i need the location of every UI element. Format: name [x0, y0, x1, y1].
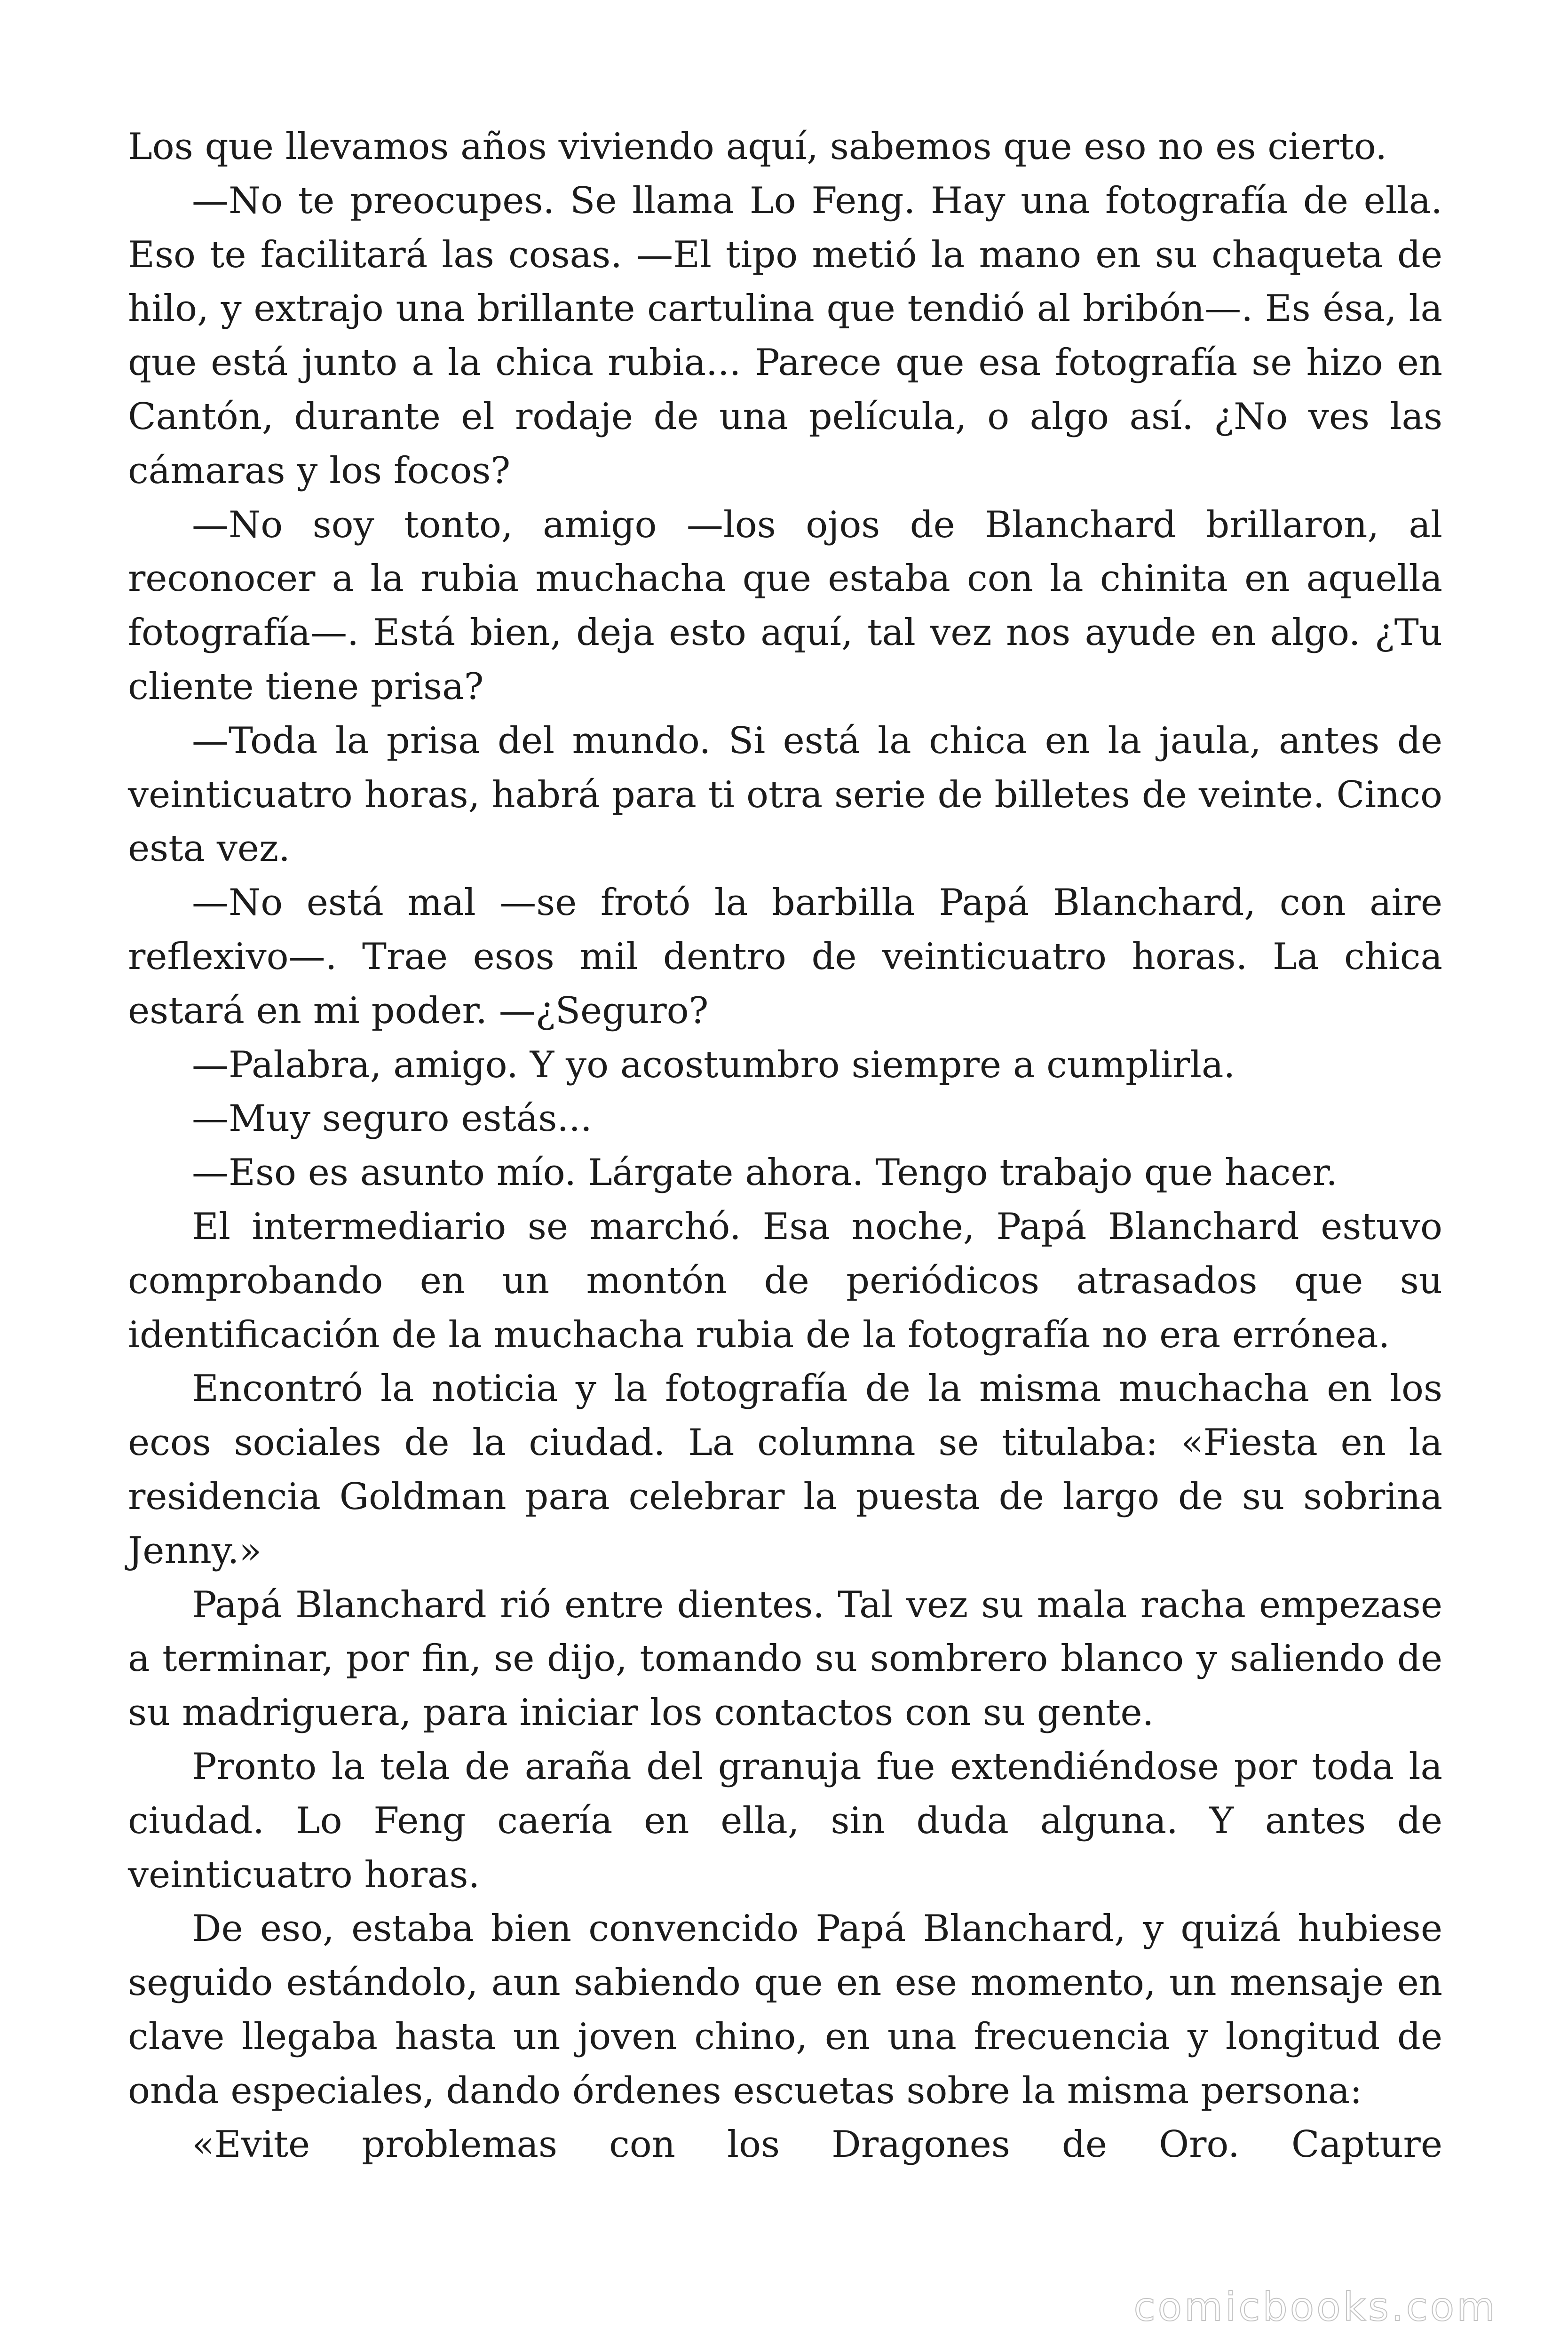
paragraph-5: —No está mal —se frotó la barbilla Papá Blanchard, con aire reflexivo—. Trae esos mil dentro de veinticuatro horas. La chica estará en mi poder. —¿Seguro?	[128, 882, 1442, 1032]
paragraph-9: El intermediario se marchó. Esa noche, Papá Blanchard estuvo comprobando en un montón de periódicos atrasados que su identificación de la muchacha rubia de la fotografía no era errónea.	[128, 1205, 1442, 1356]
paragraph-12: Pronto la tela de araña del granuja fue extendiéndose por toda la ciudad. Lo Feng caería en ella, sin duda alguna. Y antes de veinticuatro horas.	[128, 1745, 1442, 1896]
paragraph-1: Los que llevamos años viviendo aquí, sabemos que eso no es cierto.	[128, 126, 1387, 168]
site-watermark: comicbooks.com	[1133, 2284, 1497, 2330]
paragraph-6: —Palabra, amigo. Y yo acostumbro siempre a cumplirla.	[192, 1043, 1235, 1086]
paragraph-7: —Muy seguro estás...	[192, 1097, 592, 1140]
book-page-body	[128, 120, 1442, 2172]
paragraph-13: De eso, estaba bien convencido Papá Blanchard, y quizá hubiese seguido estándolo, aun sabiendo que en ese momento, un mensaje en clave llegaba hasta un joven chino, en una frecuencia y longitud de onda especiales, dando órdenes escuetas sobre la misma persona:	[128, 1907, 1442, 2112]
paragraph-10: Encontró la noticia y la fotografía de la misma muchacha en los ecos sociales de la ciudad. La columna se titulaba: «Fiesta en la residencia Goldman para celebrar la puesta de largo de su sobrina Jenny.»	[128, 1367, 1442, 1572]
paragraph-3: —No soy tonto, amigo —los ojos de Blanchard brillaron, al reconocer a la rubia muchacha que estaba con la chinita en aquella fotografía—. Está bien, deja esto aquí, tal vez nos ayude en algo. ¿Tu cliente tiene prisa?	[128, 503, 1442, 708]
paragraph-2: —No te preocupes. Se llama Lo Feng. Hay una fotografía de ella. Eso te facilitará las cosas. —El tipo metió la mano en su chaqueta de hilo, y extrajo una brillante cartulina que tendió al bribón—. Es ésa, la que está junto a la chica rubia... Parece que esa fotografía se hizo en Cantón, durante el rodaje de una película, o algo así. ¿No ves las cámaras y los focos?	[128, 179, 1442, 492]
paragraph-11: Papá Blanchard rió entre dientes. Tal vez su mala racha empezase a terminar, por fin, se dijo, tomando su sombrero blanco y saliendo de su madriguera, para iniciar los contactos con su gente.	[128, 1583, 1442, 1734]
paragraph-8: —Eso es asunto mío. Lárgate ahora. Tengo trabajo que hacer.	[192, 1152, 1338, 1194]
paragraph-14: «Evite problemas con los Dragones de Oro. Capture	[192, 2123, 1442, 2166]
paragraph-4: —Toda la prisa del mundo. Si está la chica en la jaula, antes de veinticuatro horas, habrá para ti otra serie de billetes de veinte. Cinco esta vez.	[128, 719, 1442, 870]
